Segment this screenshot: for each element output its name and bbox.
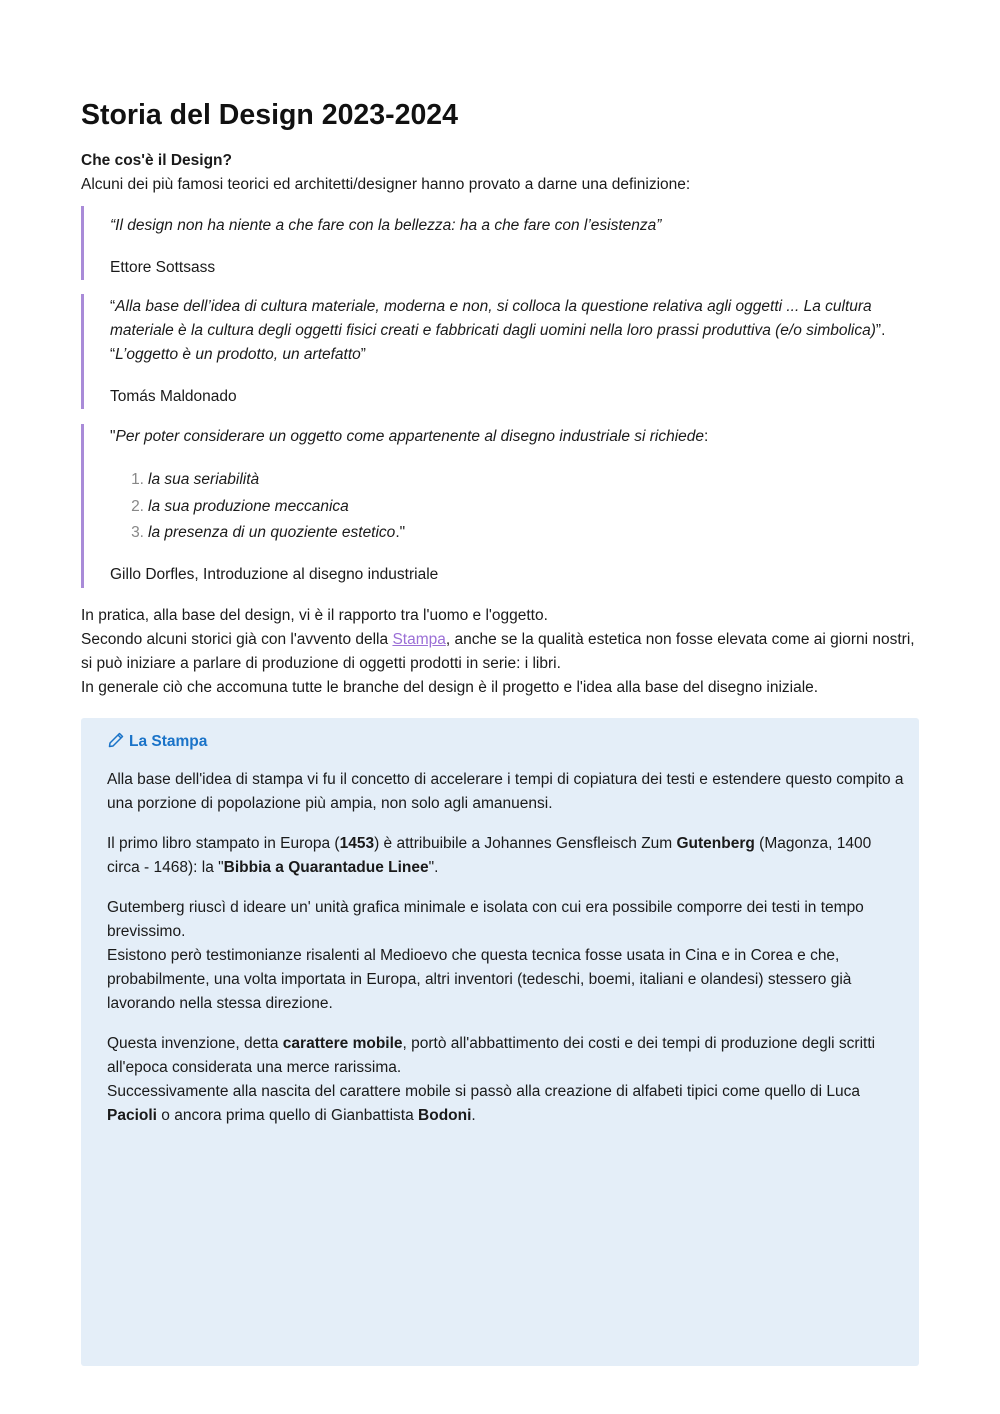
text-run: .: [471, 1107, 476, 1124]
text-run: Esistono però testimonianze risalenti al Medioevo che questa tecnica fosse usata in Cina e in Corea e che, probabilmente, una volta importata in Europa, altri inventori (tedeschi, boemi, italiani e olandesi) stessero già lavorando nella stessa direzione.: [107, 947, 852, 1012]
paragraph: In pratica, alla base del design, vi è il rapporto tra l'uomo e l'oggetto.: [81, 607, 548, 624]
pacioli-bold: Pacioli: [107, 1107, 157, 1124]
paragraph: [81, 628, 919, 676]
quote-sottsass: [81, 206, 919, 280]
quote-mark: “: [110, 298, 116, 315]
quote-author: Gillo Dorfles, Introduzione al disegno industriale: [110, 566, 439, 583]
intro-line: Alcuni dei più famosi teorici ed architetti/designer hanno provato a darne una definizione:: [81, 176, 691, 193]
intro-section: [81, 149, 919, 197]
quote-mark: ”.: [875, 322, 886, 339]
callout-body: [107, 768, 907, 1144]
quote-colon: :: [704, 428, 709, 445]
gutenberg-bold: Gutenberg: [676, 835, 755, 852]
text-run: ".: [428, 859, 439, 876]
bodoni-bold: Bodoni: [418, 1107, 472, 1124]
quote-text: [110, 425, 708, 449]
callout-la-stampa: [81, 718, 919, 1366]
callout-paragraph: [107, 832, 907, 880]
quote-mark: ": [110, 428, 116, 445]
list-item-text: la sua produzione meccanica: [148, 497, 349, 515]
text-run: ) è attribuibile a Johannes Gensfleisch Zum: [374, 835, 677, 852]
text-run: (Magonza, 1400 circa - 1468): la ": [107, 835, 872, 876]
list-number: 2.: [131, 497, 144, 515]
text-run: Gutemberg riuscì d ideare un' unità grafica minimale e isolata con cui era possibile comporre dei testi in tempo brevissimo.: [107, 899, 864, 940]
paragraph: In generale ciò che accomuna tutte le branche del design è il progetto e l'idea alla base del disegno iniziale.: [81, 679, 819, 696]
year-bold: 1453: [339, 835, 375, 852]
quote-mark: “: [110, 346, 116, 363]
text-run: , anche se la qualità estetica non fosse elevata come ai giorni nostri, si può iniziare a parlare di produzione di oggetti prodotti in serie: i libri.: [81, 631, 915, 672]
text-run: , portò all'abbattimento dei costi e dei tempi di produzione degli scritti all'epoca considerata una merce rarissima.: [107, 1035, 876, 1076]
list-item: [110, 521, 405, 548]
list-item-text: la presenza di un quoziente estetico: [148, 524, 396, 541]
quote-text: “Il design non ha niente a che fare con la bellezza: ha a che fare con l’esistenza”: [110, 217, 662, 234]
text-run: Successivamente alla nascita del carattere mobile si passò alla creazione di alfabeti tipici come quello di Luca: [107, 1083, 861, 1100]
stampa-link[interactable]: Stampa: [392, 631, 446, 648]
body-paragraphs: [81, 604, 919, 700]
quote-author: Tomás Maldonado: [110, 388, 237, 405]
requirements-list: [110, 468, 405, 548]
carattere-mobile-bold: carattere mobile: [282, 1035, 403, 1052]
list-number: 3.: [131, 524, 144, 541]
callout-paragraph: [107, 896, 907, 1016]
quote-text: [110, 295, 916, 367]
pencil-icon: [107, 731, 125, 749]
text-run: o ancora prima quello di Gianbattista: [156, 1107, 419, 1124]
list-item-text: la sua seriabilità: [148, 471, 260, 488]
text-run: Il primo libro stampato in Europa (: [107, 835, 340, 852]
quote-author: Ettore Sottsass: [110, 259, 216, 276]
book-title-bold: Bibbia a Quarantadue Linee: [223, 859, 429, 876]
callout-paragraph: [107, 1032, 907, 1128]
callout-title-text: La Stampa: [129, 733, 208, 750]
list-item-tail: .": [395, 524, 406, 541]
callout-paragraph: Alla base dell'idea di stampa vi fu il concetto di accelerare i tempi di copiatura dei testi e estendere questo compito a una porzione di popolazione più ampia, non solo agli amanuensi.: [107, 771, 904, 812]
quote-maldonado: [81, 294, 919, 409]
quote-text-part1: Alla base dell’idea di cultura materiale, moderna e non, si colloca la questione relativa agli oggetti ... La cultura materiale è la cultura degli oggetti fisici creati e fabbricati dagli uomini nella loro prassi produttiva (e/o simbolica): [110, 298, 876, 339]
intro-question: Che cos'è il Design?: [81, 152, 232, 169]
quote-dorfles: [81, 424, 919, 588]
list-item: [110, 468, 405, 495]
text-run: Secondo alcuni storici già con l'avvento della: [81, 631, 393, 648]
page-title: Storia del Design 2023-2024: [81, 99, 459, 131]
list-item: [110, 495, 405, 522]
text-run: Questa invenzione, detta: [107, 1035, 283, 1052]
list-number: 1.: [131, 471, 144, 488]
quote-text-main: Per poter considerare un oggetto come appartenente al disegno industriale si richiede: [115, 428, 705, 445]
quote-mark: ”: [360, 346, 366, 363]
quote-text-part2: L’oggetto è un prodotto, un artefatto: [115, 346, 361, 363]
callout-title: [107, 730, 207, 754]
